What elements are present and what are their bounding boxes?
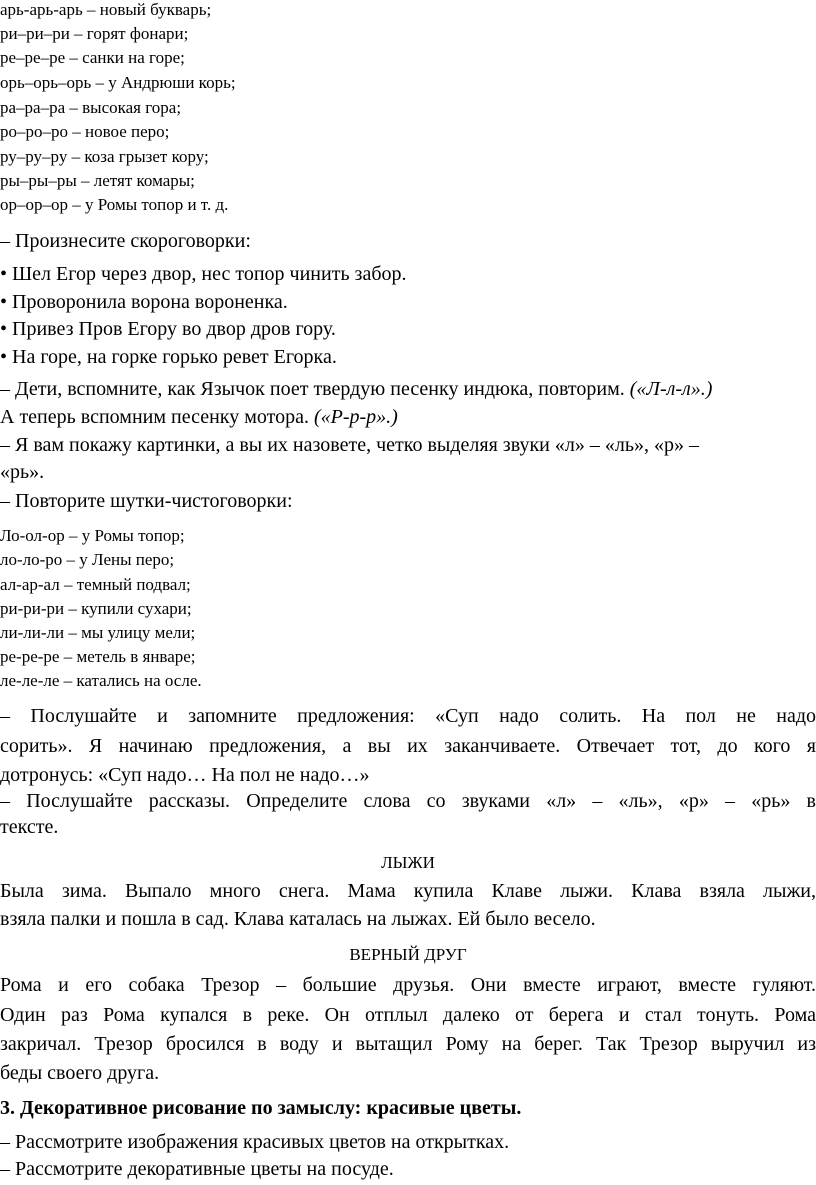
tongue-twister-item: • Шел Егор через двор, нес топор чинить забор. (0, 263, 407, 285)
song-turkey-line (0, 378, 712, 401)
tongue-twister-item: • Проворонила ворона вороненка. (0, 291, 288, 313)
rhyme-line: ры–ры–ры – летят комары; (0, 171, 195, 190)
song-motor-line (0, 406, 398, 429)
rhyme-line: ре-ре-ре – метель в январе; (0, 647, 196, 666)
story-text-line: Рома и его собака Трезор – большие друзья. Они вместе играют, вместе гуляют. (0, 974, 816, 996)
stories-instruction-line: – Послушайте рассказы. Определите слова со звуками «л» – «ль», «р» – «рь» в (0, 790, 816, 812)
pictures-instruction-line: «рь». (0, 461, 45, 483)
section-item: – Рассмотрите декоративные цветы на посуде. (0, 1158, 394, 1180)
rhyme-line: ре–ре–ре – санки на горе; (0, 48, 185, 67)
story-text-line: Была зима. Выпало много снега. Мама купила Клаве лыжи. Клава взяла лыжи, (0, 880, 816, 902)
song-motor-text: А теперь вспомним песенку мотора. (0, 406, 309, 428)
story-text-line: закричал. Трезор бросился в воду и вытащил Рому на берег. Так Трезор выручил из (0, 1033, 816, 1055)
story-text-line: взяла палки и пошла в сад. Клава каталась на лыжах. Ей было весело. (0, 908, 596, 930)
tongue-twister-item: • На горе, на горке горько ревет Егорка. (0, 346, 337, 368)
story-title: ВЕРНЫЙ ДРУГ (349, 945, 467, 964)
story-text-line: беды своего друга. (0, 1062, 160, 1084)
story-title: ЛЫЖИ (381, 853, 435, 872)
pictures-instruction-line: – Я вам покажу картинки, а вы их назовете, четко выделяя звуки «л» – «ль», «р» – (0, 434, 699, 456)
tongue-twisters-prompt: – Произнесите скороговорки: (0, 230, 251, 252)
sentences-paragraph-line: дотронусь: «Суп надо… На пол не надо…» (0, 764, 370, 786)
rhyme-line: ли-ли-ли – мы улицу мели; (0, 623, 196, 642)
rhyme-line: орь–орь–орь – у Андрюши корь; (0, 73, 236, 92)
rhyme-line: Ло-ол-ор – у Ромы топор; (0, 526, 185, 545)
section-item: – Рассмотрите изображения красивых цветов на открытках. (0, 1131, 510, 1153)
rhyme-line: ор–ор–ор – у Ромы топор и т. д. (0, 195, 229, 214)
section-heading: 3. Декоративное рисование по замыслу: красивые цветы. (0, 1097, 522, 1119)
stories-instruction-line: тексте. (0, 816, 59, 838)
song-turkey-sound: («Л-л-л».) (629, 378, 713, 400)
rhyme-line: ло-ло-ро – у Лены перо; (0, 550, 175, 569)
sentences-paragraph-line: сорить». Я начинаю предложения, а вы их заканчиваете. Отвечает тот, до кого я (0, 735, 816, 757)
story-text-line: Один раз Рома купался в реке. Он отплыл далеко от берега и стал тонуть. Рома (0, 1004, 816, 1026)
rhyme-line: ри-ри-ри – купили сухари; (0, 599, 192, 618)
song-motor-sound: («Р-р-р».) (313, 406, 398, 428)
rhyme-line: ро–ро–ро – новое перо; (0, 122, 170, 141)
rhyme-line: ра–ра–ра – высокая гора; (0, 98, 182, 117)
song-turkey-text: – Дети, вспомните, как Язычок поет твердую песенку индюка, повторим. (0, 378, 625, 400)
rhyme-line: ри–ри–ри – горят фонари; (0, 24, 189, 43)
rhyme-line: ле-ле-ле – катались на осле. (0, 671, 202, 690)
tongue-twister-item: • Привез Пров Егору во двор дров гору. (0, 318, 336, 340)
rhyme-line: ру–ру–ру – коза грызет кору; (0, 147, 209, 166)
rhymes-prompt: – Повторите шутки-чистоговорки: (0, 490, 293, 512)
rhyme-line: арь-арь-арь – новый букварь; (0, 0, 212, 19)
sentences-paragraph-line: – Послушайте и запомните предложения: «Суп надо солить. На пол не надо (0, 705, 816, 727)
rhyme-line: ал-ар-ал – темный подвал; (0, 575, 191, 594)
